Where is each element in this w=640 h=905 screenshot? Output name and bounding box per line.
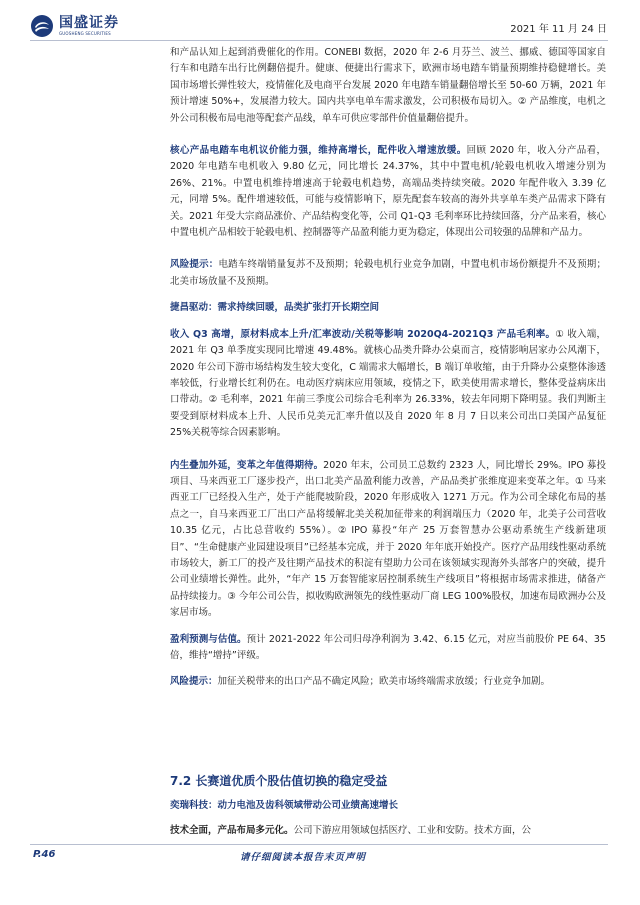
company-logo xyxy=(30,14,119,38)
paragraph-body: 2020 年末，公司员工总数约 2323 人，同比增长 29%。IPO 募投项目、马来西亚工厂逐步投产，出口北美产品盈利能力改善，产品品类扩张维度迎来变革之年。① 马来西亚工厂已经投入生产，处于产能爬坡阶段，2020 年形成收入 1271 万元。作为公司全球化布局的基点之一，自马来西亚工厂出口产品将缓解北美关税加征带来的利润端压力（2020 年，北美子公司营收 10.35 亿元，占比总营收约 55%）。② IPO 募投“年产 25 万套智慧办公驱动系统生产线新建项目”、“生命健康产业园建设项目”已经基本完成，并于 2020 年年底开始投产。医疗产品用线性驱动系统市场较大，新工厂的投产及往期产品技术的积淀有望助力公司在该领域实现海外头部客户的突破，提升公司业绩增长弹性。此外，“年产 15 万套智能家居控制系统生产线项目”将根据市场需求推进，储备产品持续接力。③ 今年公司公告，拟收购欧洲领先的线性驱动厂商 LEG 100%股权，加速布局欧洲办公及家居市场。 xyxy=(170,459,606,619)
logo-chinese-name: 国盛证券 xyxy=(59,14,119,31)
paragraph-iray-intro xyxy=(170,823,606,839)
guosheng-logo-icon xyxy=(30,14,54,38)
paragraph-body: ① 收入端，2021 年 Q3 单季度实现同比增速 49.48%。就核心品类升降办公桌而言，疫情影响居家办公风潮下，2020 年公司下游市场结构发生较大变化，C 端需求大幅增长，B 端订单收缩，由于升降办公桌整体渗透率较低，行业增长红利仍在。电动医疗病床应用领域，疫情之下，欧美使用需求增长，整体受益病床出口带动。② 毛利率，2021 年前三季度公司综合毛利率为 26.33%，较去年同期下降明显。我们判断主要受到原材料成本上升、人民币兑美元汇率升值以及自 2020 年 8 月 7 日以来公司出口美国产品复征 25%关税等综合因素影响。 xyxy=(170,328,606,439)
page-number: P.46 xyxy=(33,849,56,860)
paragraph-body: 回顾 2020 年，收入分产品看，2020 年电踏车电机收入 9.80 亿元，同比增长 24.37%，其中中置电机/轮毂电机收入增速分别为 26%、21%。中置电机维持增速高于轮毂电机趋势，高端品类持续突破。2020 年配件收入 3.39 亿元，同增 5%。配件增速较低，可能与疫情影响下，原先配套车较高的海外共享单车类产品需求下降有关。2021 年受大宗商品涨价、产品结构变化等，公司 Q1-Q3 毛利率环比持续回落，分产品来看，核心中置电机产品相较于轮毂电机、控制器等产品盈利能力更为稳定，体现出公司较强的品牌和产品力。 xyxy=(170,145,606,239)
header-divider xyxy=(30,40,608,41)
paragraph-forecast xyxy=(170,632,606,665)
report-date: 2021 年 11 月 24 日 xyxy=(510,24,607,35)
paragraph-lead: 内生叠加外延，变革之年值得期待。 xyxy=(170,459,324,471)
paragraph-body: 预计 2021-2022 年公司归母净利润为 3.42、6.15 亿元，对应当前股价 PE 64、35 倍，维持“增持”评级。 xyxy=(170,633,606,661)
paragraph-lead: 风险提示： xyxy=(170,676,218,688)
paragraph-risk-2 xyxy=(170,674,606,690)
logo-english-name: GUOSHENG SECURITIES xyxy=(59,30,111,36)
page-header xyxy=(0,0,640,44)
paragraph-lead: 盈利预测与估值。 xyxy=(170,633,247,645)
paragraph-body: 公司下游应用领域包括医疗、工业和安防。技术方面，公 xyxy=(293,825,532,836)
paragraph-expansion xyxy=(170,458,606,622)
paragraph-lead: 收入 Q3 高增，原材料成本上升/汇率波动/关税等影响 2020Q4-2021Q3 产品毛利率。 xyxy=(170,328,556,340)
paragraph-q3-revenue xyxy=(170,327,606,442)
company-heading-iray: 奕瑞科技：动力电池及齿科领域带动公司业绩高速增长 xyxy=(170,800,399,811)
paragraph-risk-1 xyxy=(170,257,606,290)
paragraph-body: 加征关税带来的出口产品不确定风险；欧美市场终端需求放缓；行业竞争加剧。 xyxy=(217,676,551,688)
paragraph-lead: 风险提示： xyxy=(170,259,219,271)
company-heading-jiechang: 捷昌驱动：需求持续回暖，品类扩张打开长期空间 xyxy=(170,302,380,314)
paragraph-lead: 技术全面，产品布局多元化。 xyxy=(170,825,294,836)
section-title: 7.2 长赛道优质个股估值切换的稳定受益 xyxy=(170,774,388,788)
paragraph-market-demand: 和产品认知上起到消费催化的作用。CONEBI 数据，2020 年 2-6 月芬兰、波兰、挪威、德国等国家自行车和电踏车出行比例翻倍提升。健康、便捷出行需求下，欧洲市场电踏车销量预期维持稳健增长。美国市场增长弹性较大，疫情催化及电商平台发展 2020 年电踏车销量翻倍增长至 50-60 万辆，2021 年预计增速 50%+，发展潜力较大。国内共享电单车需求激发，公司积极布局切入。② 产品维度，电机之外公司积极布局电池等配套产品线，单车可供应零部件价值量翻倍提升。 xyxy=(170,47,606,124)
paragraph-motor-revenue xyxy=(170,143,606,241)
paragraph-body: 电踏车终端销量复苏不及预期；轮毂电机行业竞争加剧，中置电机市场份额提升不及预期；北美市场放量不及预期。 xyxy=(170,259,606,287)
main-content xyxy=(170,45,606,691)
paragraph-lead: 核心产品电踏车电机议价能力强，维持高增长，配件收入增速放缓。 xyxy=(170,145,467,157)
footer-divider xyxy=(30,844,608,845)
footer-disclaimer: 请仔细阅读本报告末页声明 xyxy=(240,852,367,863)
